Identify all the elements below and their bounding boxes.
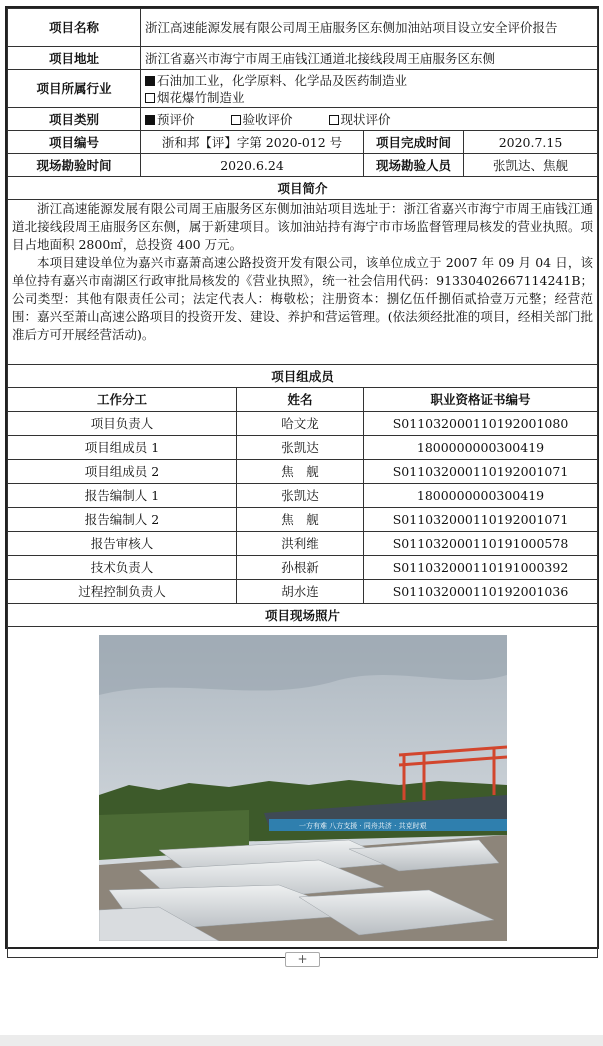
category-option-acceptance[interactable]: 验收评价 xyxy=(231,112,293,127)
member-name: 张凯达 xyxy=(237,436,364,460)
add-button[interactable]: + xyxy=(285,952,320,967)
checkbox-empty-icon xyxy=(145,93,155,103)
project-name-value: 浙江高速能源发展有限公司周王庙服务区东侧加油站项目设立安全评价报告 xyxy=(141,9,598,47)
member-cert: S011032000110192001071 xyxy=(364,460,598,484)
table-row xyxy=(8,580,598,604)
survey-time-value: 2020.6.24 xyxy=(141,154,364,177)
member-role: 项目组成员 2 xyxy=(8,460,237,484)
checkbox-checked-icon xyxy=(145,76,155,86)
project-complete-value: 2020.7.15 xyxy=(464,131,598,154)
member-role: 项目负责人 xyxy=(8,412,237,436)
intro-body xyxy=(8,200,598,365)
photo-title: 项目现场照片 xyxy=(8,604,598,627)
member-cert: 1800000000300419 xyxy=(364,484,598,508)
member-cert: 1800000000300419 xyxy=(364,436,598,460)
survey-people-value: 张凯达、焦舰 xyxy=(464,154,598,177)
table-row xyxy=(8,532,598,556)
members-header-name: 姓名 xyxy=(237,388,364,412)
table-row xyxy=(8,436,598,460)
member-name: 张凯达 xyxy=(237,484,364,508)
member-name: 焦 舰 xyxy=(237,460,364,484)
project-name-label: 项目名称 xyxy=(8,9,141,47)
table-row xyxy=(8,556,598,580)
checkbox-checked-icon xyxy=(145,115,155,125)
project-info-table xyxy=(7,8,598,958)
member-role: 报告编制人 1 xyxy=(8,484,237,508)
footer-bar xyxy=(0,1035,603,1046)
member-cert: S011032000110191000578 xyxy=(364,532,598,556)
member-name: 洪利维 xyxy=(237,532,364,556)
member-role: 项目组成员 1 xyxy=(8,436,237,460)
member-role: 报告审核人 xyxy=(8,532,237,556)
project-complete-label: 项目完成时间 xyxy=(364,131,464,154)
project-category-label: 项目类别 xyxy=(8,108,141,131)
project-industry-options xyxy=(141,70,598,108)
project-address-label: 项目地址 xyxy=(8,47,141,70)
table-row xyxy=(8,412,598,436)
industry-option-petroleum[interactable]: 石油加工业，化学原料、化学品及医药制造业 xyxy=(145,72,593,89)
survey-time-label: 现场勘验时间 xyxy=(8,154,141,177)
members-title: 项目组成员 xyxy=(8,365,598,388)
project-category-options xyxy=(141,108,598,131)
checkbox-empty-icon xyxy=(231,115,241,125)
member-cert: S011032000110192001071 xyxy=(364,508,598,532)
table-row xyxy=(8,484,598,508)
photo-banner-text: 一方有难 八方支援 · 同舟共济 · 共克时艰 xyxy=(298,822,427,830)
members-header-cert: 职业资格证书编号 xyxy=(364,388,598,412)
intro-paragraph: 本项目建设单位为嘉兴市嘉萧高速公路投资开发有限公司，该单位成立于 2007 年 09 月 04 日，该单位持有嘉兴市南湖区行政审批局核发的《营业执照》，统一社会信用代码：91330402667114241B；公司类型：其他有限责任公司；法定代表人：梅敬松；注册资本：捌亿伍仟捌佰贰拾壹万元整；经营范围：嘉兴至萧山高速公路项目的投资开发、建设、养护和营运管理。(依法须经批准的项目，经相关部门批准后方可开展经营活动)。 xyxy=(12,255,594,342)
member-name: 哈文龙 xyxy=(237,412,364,436)
members-header-role: 工作分工 xyxy=(8,388,237,412)
member-cert: S011032000110192001036 xyxy=(364,580,598,604)
member-role: 报告编制人 2 xyxy=(8,508,237,532)
report-sheet xyxy=(5,6,599,949)
checkbox-empty-icon xyxy=(329,115,339,125)
project-number-value: 浙和邦【评】字第 2020-012 号 xyxy=(141,131,364,154)
member-role: 过程控制负责人 xyxy=(8,580,237,604)
intro-title: 项目简介 xyxy=(8,177,598,200)
member-name: 胡水连 xyxy=(237,580,364,604)
category-option-status[interactable]: 现状评价 xyxy=(329,112,391,127)
member-name: 焦 舰 xyxy=(237,508,364,532)
photo-cell xyxy=(8,627,598,958)
table-row xyxy=(8,508,598,532)
survey-people-label: 现场勘验人员 xyxy=(364,154,464,177)
site-photo xyxy=(99,635,507,941)
member-role: 技术负责人 xyxy=(8,556,237,580)
member-cert: S011032000110192001080 xyxy=(364,412,598,436)
table-row xyxy=(8,460,598,484)
member-name: 孙根新 xyxy=(237,556,364,580)
project-industry-label: 项目所属行业 xyxy=(8,70,141,108)
industry-option-fireworks[interactable]: 烟花爆竹制造业 xyxy=(145,89,593,106)
project-number-label: 项目编号 xyxy=(8,131,141,154)
members-header-row xyxy=(8,388,598,412)
member-cert: S011032000110191000392 xyxy=(364,556,598,580)
intro-paragraph: 浙江高速能源发展有限公司周王庙服务区东侧加油站项目选址于：浙江省嘉兴市海宁市周王庙钱江通道北接线段周王庙服务区东侧，属于新建项目。该加油站持有海宁市市场监督管理局核发的营业执照。项目占地面积 2800㎡，总投资 400 万元。 xyxy=(12,201,594,252)
project-address-value: 浙江省嘉兴市海宁市周王庙钱江通道北接线段周王庙服务区东侧 xyxy=(141,47,598,70)
category-option-pre[interactable]: 预评价 xyxy=(145,112,195,127)
